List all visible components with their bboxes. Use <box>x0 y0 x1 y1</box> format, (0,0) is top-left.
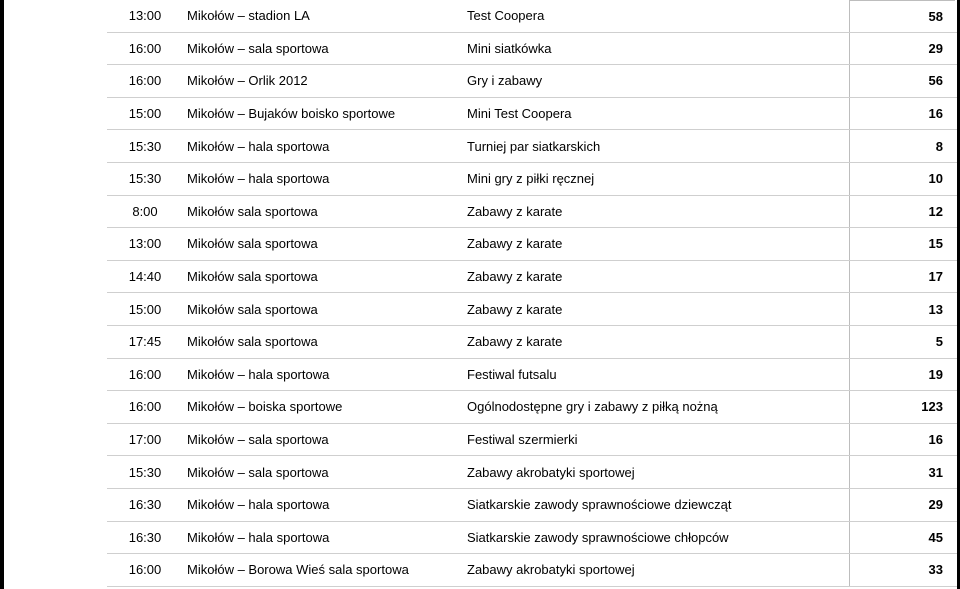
time-cell: 16:00 <box>128 399 162 415</box>
event-cell: Zabawy akrobatyki sportowej <box>467 464 635 480</box>
time-cell: 13:00 <box>128 236 162 252</box>
table-row <box>107 293 957 326</box>
table-row <box>107 65 957 98</box>
table-row <box>107 261 957 294</box>
time-cell: 15:30 <box>128 464 162 480</box>
count-cell: 31 <box>849 456 955 488</box>
place-cell: Mikołów – sala sportowa <box>187 464 329 480</box>
place-cell: Mikołów – sala sportowa <box>187 40 329 56</box>
count-cell: 19 <box>849 359 955 391</box>
place-cell: Mikołów – hala sportowa <box>187 366 330 382</box>
count-cell: 16 <box>849 424 955 456</box>
left-border <box>0 0 4 589</box>
table-row <box>107 0 957 33</box>
event-cell: Festiwal futsalu <box>467 366 557 382</box>
event-cell: Zabawy z karate <box>467 269 563 285</box>
count-cell: 15 <box>849 228 955 260</box>
table-row <box>107 228 957 261</box>
count-cell: 123 <box>849 391 955 423</box>
table-row <box>107 359 957 392</box>
time-cell: 17:45 <box>128 334 162 350</box>
event-cell: Zabawy z karate <box>467 301 563 317</box>
place-cell: Mikołów – hala sportowa <box>187 138 330 154</box>
count-cell: 8 <box>849 130 955 162</box>
count-cell: 12 <box>849 196 955 228</box>
event-cell: Ogólnodostępne gry i zabawy z piłką nożną <box>467 399 718 415</box>
place-cell: Mikołów – hala sportowa <box>187 497 330 513</box>
event-cell: Zabawy z karate <box>467 236 563 252</box>
place-cell: Mikołów sala sportowa <box>187 203 318 219</box>
count-cell: 10 <box>849 163 955 195</box>
place-cell: Mikołów sala sportowa <box>187 236 318 252</box>
time-cell: 16:00 <box>128 73 162 89</box>
table-row <box>107 326 957 359</box>
count-cell: 29 <box>849 33 955 65</box>
place-cell: Mikołów sala sportowa <box>187 301 318 317</box>
count-cell: 56 <box>849 65 955 97</box>
event-cell: Mini gry z piłki ręcznej <box>467 171 595 187</box>
event-cell: Zabawy akrobatyki sportowej <box>467 562 635 578</box>
count-cell: 33 <box>849 554 955 586</box>
time-cell: 15:00 <box>128 106 162 122</box>
place-cell: Mikołów – Bujaków boisko sportowe <box>187 106 396 122</box>
count-cell: 45 <box>849 522 955 554</box>
table-row <box>107 196 957 229</box>
schedule-table <box>107 0 957 589</box>
time-cell: 8:00 <box>132 203 158 219</box>
table-row <box>107 554 957 587</box>
table-row <box>107 456 957 489</box>
table-row <box>107 424 957 457</box>
count-cell: 17 <box>849 261 955 293</box>
count-cell: 16 <box>849 98 955 130</box>
place-cell: Mikołów – Borowa Wieś sala sportowa <box>187 562 409 578</box>
event-cell: Siatkarskie zawody sprawnościowe dziewcząt <box>467 497 732 513</box>
event-cell: Zabawy z karate <box>467 334 563 350</box>
place-cell: Mikołów – sala sportowa <box>187 432 329 448</box>
event-cell: Gry i zabawy <box>467 73 543 89</box>
event-cell: Mini siatkówka <box>467 40 552 56</box>
time-cell: 16:00 <box>128 562 162 578</box>
time-cell: 16:30 <box>128 497 162 513</box>
table-row <box>107 163 957 196</box>
time-cell: 15:30 <box>128 138 162 154</box>
time-cell: 13:00 <box>128 8 162 24</box>
event-cell: Test Coopera <box>467 8 545 24</box>
count-cell: 13 <box>849 293 955 325</box>
time-cell: 15:30 <box>128 171 162 187</box>
place-cell: Mikołów – hala sportowa <box>187 529 330 545</box>
table-row <box>107 391 957 424</box>
table-row <box>107 489 957 522</box>
place-cell: Mikołów – hala sportowa <box>187 171 330 187</box>
place-cell: Mikołów sala sportowa <box>187 334 318 350</box>
event-cell: Zabawy z karate <box>467 203 563 219</box>
time-cell: 16:00 <box>128 40 162 56</box>
place-cell: Mikołów – Orlik 2012 <box>187 73 308 89</box>
table-row <box>107 522 957 555</box>
time-cell: 17:00 <box>128 432 162 448</box>
time-cell: 15:00 <box>128 301 162 317</box>
table-row <box>107 130 957 163</box>
place-cell: Mikołów sala sportowa <box>187 269 318 285</box>
time-cell: 16:00 <box>128 366 162 382</box>
count-cell: 58 <box>849 0 955 32</box>
place-cell: Mikołów – stadion LA <box>187 8 310 24</box>
event-cell: Festiwal szermierki <box>467 432 578 448</box>
table-row <box>107 33 957 66</box>
table-row <box>107 98 957 131</box>
event-cell: Turniej par siatkarskich <box>467 138 601 154</box>
event-cell: Mini Test Coopera <box>467 106 572 122</box>
place-cell: Mikołów – boiska sportowe <box>187 399 343 415</box>
count-cell: 5 <box>849 326 955 358</box>
count-cell: 29 <box>849 489 955 521</box>
time-cell: 14:40 <box>128 269 162 285</box>
time-cell: 16:30 <box>128 529 162 545</box>
event-cell: Siatkarskie zawody sprawnościowe chłopców <box>467 529 729 545</box>
